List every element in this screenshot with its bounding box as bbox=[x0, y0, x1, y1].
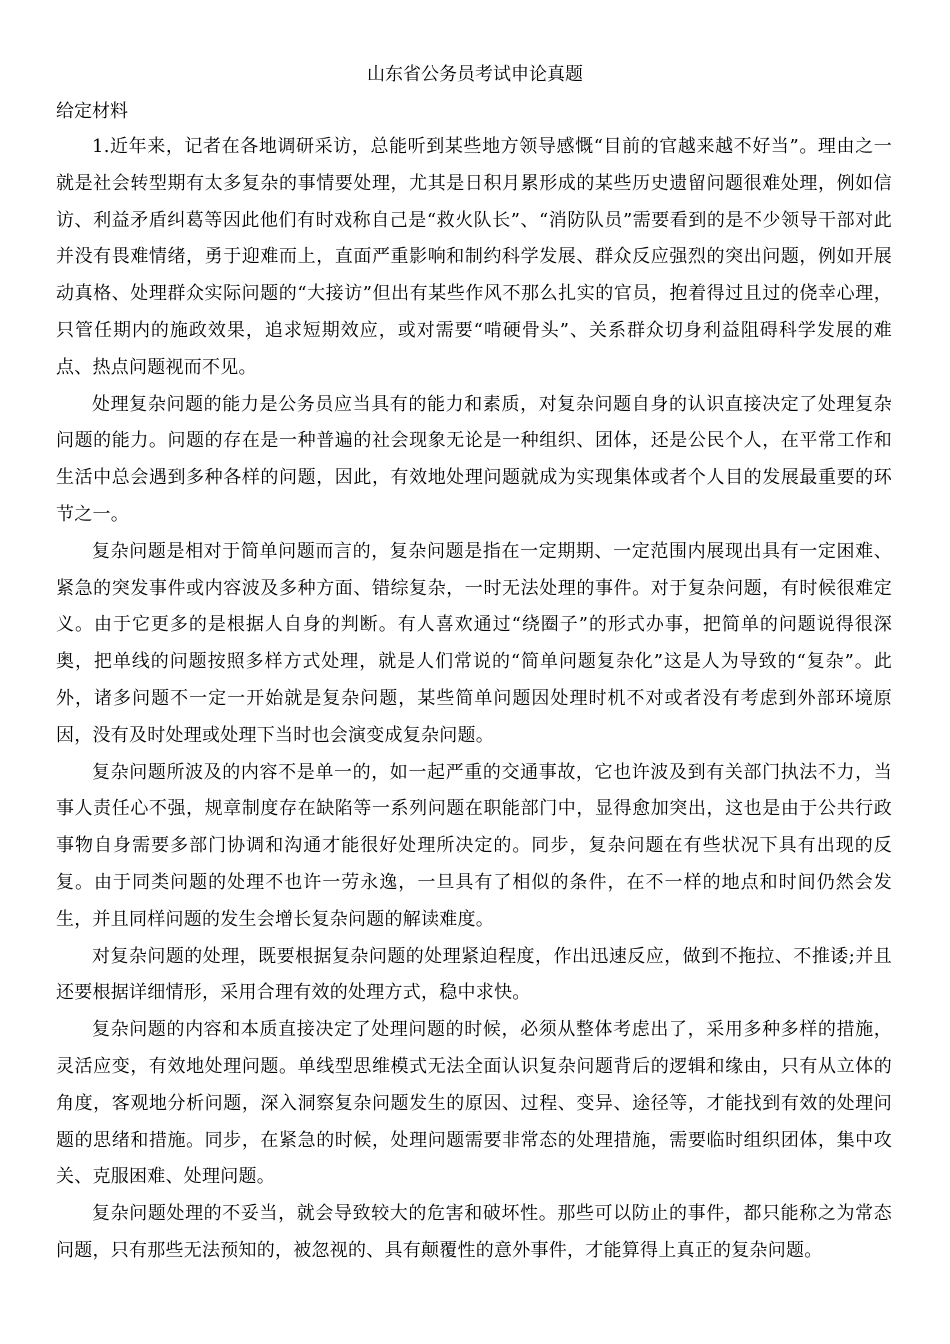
document-body bbox=[56, 129, 892, 1270]
paragraph-1: 1.近年来，记者在各地调研采访，总能听到某些地方领导感慨“目前的官越来越不好当”。理由之一就是社会转型期有太多复杂的事情要处理，尤其是日积月累形成的某些历史遗留问题很难处理，例如信访、利益矛盾纠葛等因此他们有时戏称自己是“救火队长”、“消防队员”需要看到的是不少领导干部对此并没有畏难情绪，勇于迎难而上，直面严重影响和制约科学发展、群众反应强烈的突出问题，例如开展动真格、处理群众实际问题的“大接访”但出有某些作风不那么扎实的官员，抱着得过且过的侥幸心理，只管任期内的施政效果，追求短期效应，或对需要“啃硬骨头”、关系群众切身利益阻碍科学发展的难点、热点问题视而不见。 bbox=[56, 136, 892, 378]
paragraph-3: 复杂问题是相对于简单问题而言的，复杂问题是指在一定期期、一定范围内展现出具有一定困难、紧急的突发事件或内容波及多种方面、错综复杂，一时无法处理的事件。对于复杂问题，有时候很难定义。由于它更多的是根据人自身的判断。有人喜欢通过“绕圈子”的形式办事，把简单的问题说得很深奥，把单线的问题按照多样方式处理，就是人们常说的“简单问题复杂化”这是人为导致的“复杂”。此外，诸多问题不一定一开始就是复杂问题，某些简单问题因处理时机不对或者没有考虑到外部环境原因，没有及时处理或处理下当时也会演变成复杂问题。 bbox=[56, 540, 892, 746]
paragraph-5: 对复杂问题的处理，既要根据复杂问题的处理紧迫程度，作出迅速反应，做到不拖拉、不推诿;并且还要根据详细情形，采用合理有效的处理方式，稳中求快。 bbox=[56, 945, 892, 1004]
paragraph-6: 复杂问题的内容和本质直接决定了处理问题的时候，必须从整体考虑出了，采用多种多样的措施，灵活应变，有效地处理问题。单线型思维模式无法全面认识复杂问题背后的逻辑和缘由，只有从立体的角度，客观地分析问题，深入洞察复杂问题发生的原因、过程、变异、途径等，才能找到有效的处理问题的思绪和措施。同步，在紧急的时候，处理问题需要非常态的处理措施，需要临时组织团体，集中攻关、克服困难、处理问题。 bbox=[56, 1019, 892, 1188]
paragraph-2: 处理复杂问题的能力是公务员应当具有的能力和素质，对复杂问题自身的认识直接决定了处理复杂问题的能力。问题的存在是一种普遍的社会现象无论是一种组织、团体，还是公民个人，在平常工作和生活中总会遇到多种各样的问题，因此，有效地处理问题就成为实现集体或者个人目的发展最重要的环节之一。 bbox=[56, 393, 892, 525]
paragraph-4: 复杂问题所波及的内容不是单一的，如一起严重的交通事故，它也许波及到有关部门执法不力，当事人责任心不强，规章制度存在缺陷等一系列问题在职能部门中，显得愈加突出，这也是由于公共行政事物自身需要多部门协调和沟通才能很好处理所决定的。同步，复杂问题在有些状况下具有出现的反复。由于同类问题的处理不也许一劳永逸，一旦具有了相似的条件，在不一样的地点和时间仍然会发生，并且同样问题的发生会增长复杂问题的解读难度。 bbox=[56, 761, 892, 930]
paragraph-7: 复杂问题处理的不妥当，就会导致较大的危害和破坏性。那些可以防止的事件，都只能称之为常态问题，只有那些无法预知的，被忽视的、具有颠覆性的意外事件，才能算得上真正的复杂问题。 bbox=[56, 1203, 892, 1261]
document-title: 山东省公务员考试申论真题 bbox=[367, 64, 583, 85]
section-label: 给定材料 bbox=[56, 101, 128, 122]
